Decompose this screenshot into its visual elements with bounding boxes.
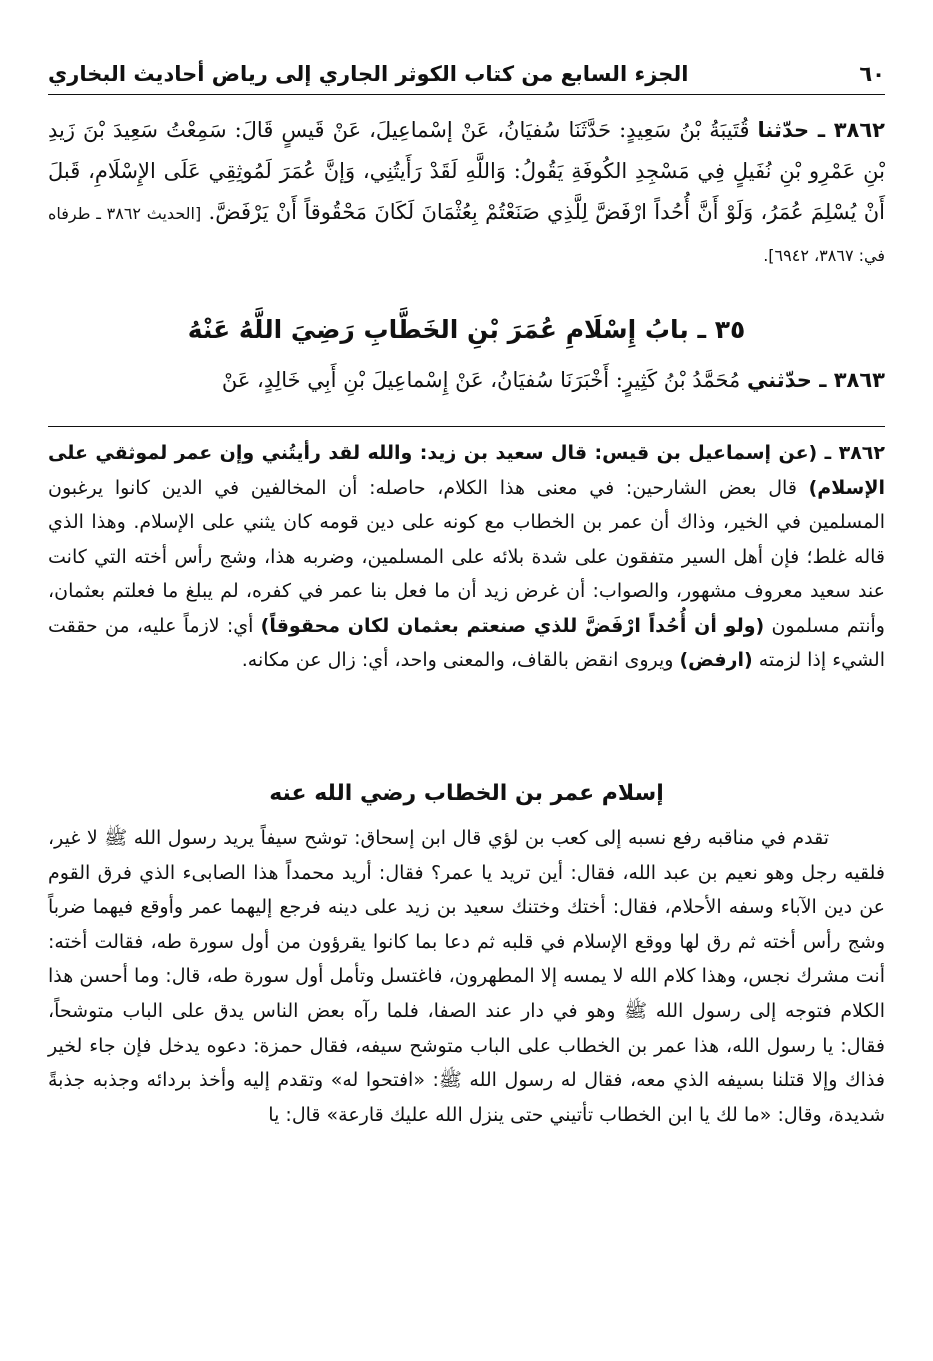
- footnote-separator: [48, 426, 885, 427]
- chapter-title: ٣٥ ـ بابُ إِسْلَامِ عُمَرَ بْنِ الخَطَّابِ رَضِيَ اللَّهُ عَنْهُ: [187, 315, 746, 344]
- page-number: ٦٠: [859, 62, 885, 86]
- commentary-quote-2: (ولو أن أُحُداً ارْفَضَّ للذي صنعتم بعثمان لكان محقوقاً): [260, 614, 765, 637]
- hadith-3863: [48, 360, 885, 401]
- commentary-text-2: أي: لازماً عليه، من حققت الشيء إذا لزمته: [48, 614, 885, 671]
- hadith-3862: [48, 110, 885, 276]
- header-rule: [48, 94, 885, 95]
- hadith-3862-reference: [الحديث ٣٨٦٢ ـ طرفاه في: ٣٨٦٧، ٦٩٤٢].: [48, 204, 885, 265]
- hadith-3863-text: مُحَمَّدُ بْنُ كَثِيرٍ: أَخْبَرَنَا سُفيَانُ، عَنْ إِسْماعِيلَ بْنِ أَبِي خَالِدٍ، عَنْ: [221, 368, 741, 392]
- commentary-text-1: قال بعض الشارحين: في معنى هذا الكلام، حاصله: أن المخالفين في الدين كانوا يرغبون المسلمين في الخير، وذاك أن عمر بن الخطاب مع كونه على دين قومه كان يثني على الإسلام. وهذا الذي قاله غلط؛ فإن أهل السير متفقون على شدة بلائه على المسلمين، وضربه هذا، وشج رأس أخته التي كانت عند سعيد معروف مشهور، والصواب: أن غرض زيد أن ما فعل بنا عمر في كفره، لم يبلغ ما فعلتم بعثمان، وأنتم مسلمون: [48, 476, 885, 637]
- running-header: [48, 52, 885, 86]
- section-narrative: [48, 821, 885, 1132]
- commentary-text-3: ويروى انقض بالقاف، والمعنى واحد، أي: زال عن مكانه.: [241, 649, 674, 671]
- running-title: الجزء السابع من كتاب الكوثر الجاري إلى رياض أحاديث البخاري: [48, 62, 689, 86]
- commentary-quote-1: ٣٨٦٢ ـ (عن إسماعيل بن قيس: قال سعيد بن زيد: والله لقد رأيتُني وإن عمر لموثقي على الإسلام): [48, 442, 885, 499]
- section-title: إسلام عمر بن الخطاب رضي الله عنه: [269, 781, 664, 806]
- hadith-3863-lead: ٣٨٦٣ ـ حدّثني: [746, 368, 885, 392]
- hadith-3862-text: قُتَيبَةُ بْنُ سَعِيدٍ: حَدَّثَنَا سُفيَانُ، عَنْ إسْماعِيلَ، عَنْ قَيسٍ قَالَ: سَمِعْتُ سَعِيدَ بْنَ زَيدِ بْنِ عَمْرِو بْنِ نُفَيلٍ فِي مَسْجِدِ الكُوفَةِ يَقُولُ: وَاللَّهِ لَقَدْ رَأَيتُنِي، وَإنَّ عُمَرَ لَمُوثِقِي عَلَى الإِسْلَامِ، قَبلَ أَنْ يُسْلِمَ عُمَرُ، وَلَوْ أَنَّ أُحُداً ارْفَضَّ لِلَّذِي صَنَعْتُمْ بِعُثْمَانَ لَكَانَ مَحْقُوقاً أَنْ يَرْفَضَّ.: [48, 118, 885, 224]
- commentary-3862: [48, 436, 885, 678]
- hadith-3862-lead: ٣٨٦٢ ـ حدّثنا: [757, 118, 885, 142]
- commentary-quote-3: (ارفض): [679, 649, 753, 671]
- section-text: تقدم في مناقبه رفع نسبه إلى كعب بن لؤي قال ابن إسحاق: توشح سيفاً يريد رسول الله ﷺ لا غير، فلقيه رجل وهو نعيم بن عبد الله، فقال: أين تريد يا عمر؟ فقال: أريد محمداً هذا الصابىء الذي فرق القوم عن دين الآباء وسفه الأحلام، فقال: أختك وختنك سعيد بن زيد على دينه فرجع إليهما عمر وأوقع فيهما ضرباً وشج رأس أخته ثم رق لها ووقع الإسلام في قلبه ثم دعا بما كانوا يقرؤون من أول سورة طه، فقالت أخته: أنت مشرك نجس، وهذا كلام الله لا يمسه إلا المطهرون، فاغتسل وتأمل أول سورة طه، قال: وما أحسن هذا الكلام فتوجه إلى رسول الله ﷺ وهو في دار عند الصفا، فلما رآه بعض الناس يدق على الباب متوشحاً، فقال: يا رسول الله، هذا عمر بن الخطاب على الباب متوشح سيفه، فقال حمزة: دعوه يدخل فإن جاء لخير فذاك وإلا قتلنا بسيفه الذي معه، فقال له رسول الله ﷺ: «افتحوا له» وتقدم إليه وأخذ بردائه وجذبه جذبةً شديدة، وقال: «ما لك يا ابن الخطاب تأتيني حتى ينزل الله عليك قارعة» قال: يا: [48, 827, 885, 1126]
